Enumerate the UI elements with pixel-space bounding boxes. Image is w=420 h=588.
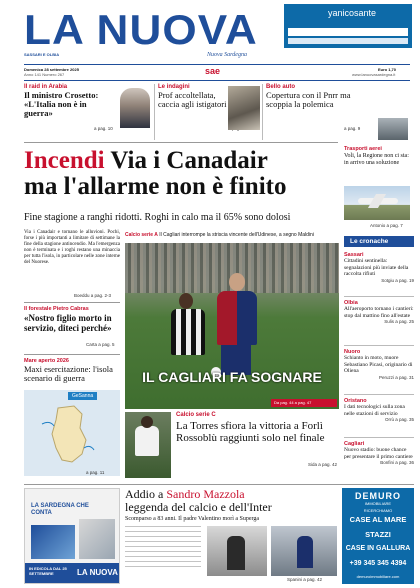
mazzola-photo-2 <box>271 526 337 576</box>
ad-footer <box>25 563 119 583</box>
cagliari-player <box>217 291 257 345</box>
cronache-text: Schianto in moto, muore Sebastiano Picasi, originario di Oliena <box>344 355 413 374</box>
ad-kicker: LA SARDEGNA CHE CONTA <box>31 503 89 516</box>
forestale-story[interactable] <box>24 306 120 350</box>
cronache-city: Olbia <box>344 300 358 306</box>
demuro-line-2: STAZZI <box>365 530 391 539</box>
cronache-item-sassari[interactable] <box>344 252 414 297</box>
cronache-item-olbia[interactable] <box>344 300 414 346</box>
demuro-ad[interactable] <box>342 488 414 584</box>
masthead-title: LA NUOVA <box>24 6 258 53</box>
promo-strip-2 <box>288 38 408 44</box>
serie-c-kicker: Calcio serie C <box>176 412 216 418</box>
mare-aperto-title: Maxi esercitazione: l'isola scenario di guerra <box>24 364 113 383</box>
top-story-2-kicker: Le indagini <box>158 84 190 90</box>
cronache-list <box>344 252 414 483</box>
demuro-web: demuroimmobiliare.com <box>356 574 400 579</box>
lead-title-red: Incendi <box>24 147 105 174</box>
cronache-item-oristano[interactable] <box>344 398 414 438</box>
mazzola-story[interactable] <box>125 488 339 584</box>
forestale-page: Carta a pag. 5 <box>86 342 115 347</box>
sardinia-map-icon <box>38 404 98 466</box>
lead-byline: Boeddu a pag. 2-3 <box>74 293 112 298</box>
forestale-kicker: Il forestale Pietro Cabras <box>24 306 89 312</box>
cronache-text: Cittadini sentinella: segnalazioni più inviate della raccolta rifiuti <box>344 258 409 277</box>
cronache-city: Nuoro <box>344 349 361 355</box>
sport-kicker-line <box>125 232 339 238</box>
map-box <box>24 390 120 476</box>
serie-c-title-2: Rossoblù raggiunti solo nel finale <box>176 432 325 444</box>
ad-sub: IN EDICOLA DAL 25 SETTEMBRE <box>29 566 67 576</box>
top-story-3-title: Copertura con il Pnrr ma scoppia la polemica <box>266 90 351 109</box>
cronache-page: Sulis a pag. 25 <box>384 319 414 324</box>
transport-story[interactable] <box>344 146 414 232</box>
cronache-header[interactable] <box>344 236 414 247</box>
mazzola-title-2: leggenda del calcio e dell'Inter <box>125 500 272 514</box>
sport-kicker-text: Il Cagliari interrompe la striscia vincente dell'Udinese, a segno Maldini <box>159 232 314 238</box>
promo-brand: yanicosante <box>328 8 377 18</box>
cronache-page: Peruzzi a pag. 31 <box>378 374 414 380</box>
top-story-2-title: Prof accoltellata, caccia agli istigatori <box>158 90 227 109</box>
cronache-page: Bonfini a pag. 36 <box>380 460 414 465</box>
ad-magazine-cover <box>31 525 75 559</box>
lead-subhead: Fine stagione a ranghi ridotti. Roghi in calo ma il 65% sono dolosi <box>24 212 291 223</box>
sport-photo[interactable] <box>125 243 339 409</box>
demuro-phone: +39 345 345 4394 <box>349 560 407 567</box>
top-story-1[interactable] <box>24 84 152 142</box>
juve-player <box>171 309 205 355</box>
cronache-city: Sassari <box>344 252 364 258</box>
plane-photo <box>344 186 410 220</box>
sport-caption-box <box>271 399 337 407</box>
mare-aperto-page: a pag. 11 <box>86 470 105 475</box>
top-story-3-page: a pag. 9 <box>344 126 361 131</box>
cronache-city: Cagliari <box>344 441 365 447</box>
mazzola-title-1: Addio a <box>125 487 164 501</box>
mazzola-subhead: Scomparso a 83 anni. Il padre Valentino morì a Superga <box>125 516 260 522</box>
website: www.lanuovasardegna.it <box>352 72 396 77</box>
cronache-page: Orrù a pag. 35 <box>384 417 414 422</box>
lead-body: Via i Canadair e tornano le alluvioni. Pochi, forse i più importanti a limitare di settimane la fine della stagione antincendio. Ma l'emergenza non è terminata e i roghi restano una minaccia per tutta l'isola, in particolare nelle zone interne del Nuorese. <box>24 230 120 265</box>
cronache-text: Nuovo stadio: buone chance per presentare il primo cantiere <box>344 447 413 460</box>
promo-strip <box>288 28 408 36</box>
demuro-search: RICERCHIAMO <box>363 508 393 513</box>
cronache-text: All'aeroporto tornano i cantieri: stop dal mattino fino all'estate <box>344 306 414 319</box>
edition-tag: SASSARI E OLBIA <box>24 52 60 57</box>
cronache-label: Le cronache <box>350 238 389 245</box>
cronache-item-cagliari[interactable] <box>344 441 414 483</box>
cronache-item-nuoro[interactable] <box>344 349 414 395</box>
demuro-brand: DEMURO <box>355 491 401 501</box>
mare-aperto-kicker: Mare aperto 2026 <box>24 358 69 364</box>
juve-player-head <box>179 293 193 309</box>
mazzola-body-lines <box>125 526 201 570</box>
cagliari-player-head <box>229 273 245 291</box>
cronache-text: I dati tecnologici sulla zona nelle stazioni di servizio <box>344 404 405 417</box>
map-tag: GeSanna <box>68 392 97 400</box>
crosetto-photo <box>120 88 150 128</box>
date-line: Domenica 28 settembre 2025 <box>24 67 79 72</box>
mazzola-page: Spanini a pag. 42 <box>287 577 323 582</box>
promo-box[interactable] <box>284 4 412 48</box>
sport-overlay: IL CAGLIARI FA SOGNARE <box>142 369 322 385</box>
sae-logo: sae <box>205 66 221 76</box>
demuro-line-1: CASE AL MARE <box>349 515 407 524</box>
top-story-3-kicker: Bello auto <box>266 84 296 90</box>
sardegna-conta-ad[interactable] <box>24 488 120 584</box>
transport-text: Voli, la Regione non ci sta: in arrivo una soluzione <box>344 153 409 166</box>
sport-caption: Da pag. 44 a pag. 47 <box>274 400 312 405</box>
cronache-page: Sotgiu a pag. 19 <box>381 277 414 283</box>
school-photo <box>228 86 260 130</box>
mazzola-name: Sandro Mazzola <box>166 487 245 501</box>
mare-aperto-story[interactable] <box>24 358 120 480</box>
torres-photo <box>125 412 171 478</box>
serie-c-title-1: La Torres sfiora la vittoria a Forlì <box>176 420 323 432</box>
sport-kicker: Calcio serie A <box>125 232 158 238</box>
ad-magazine-cover-2 <box>79 519 115 559</box>
demuro-line-3: CASE IN GALLURA <box>345 545 411 552</box>
masthead <box>10 4 410 64</box>
lead-title-black-2: ma l'allarme non è finito <box>24 173 287 200</box>
issue-line: Anno 141 Numero 267 <box>24 72 65 77</box>
transport-page: Antonio a pag. 7 <box>370 223 403 228</box>
masthead-subtitle: Nuova Sardegna <box>207 52 247 58</box>
top-story-1-kicker: Il raid in Arabia <box>24 84 68 90</box>
serie-c-page: Sida a pag. 42 <box>308 462 338 467</box>
forestale-title: «Nostro figlio morto in servizio, diteci perché» <box>24 313 112 333</box>
lead-title-black-1: Via i Canadair <box>110 147 268 174</box>
demuro-brand-sub: IMMOBILIARE <box>364 501 392 506</box>
serie-c-story[interactable] <box>176 412 341 478</box>
cronache-city: Oristano <box>344 398 367 404</box>
lead-headline[interactable] <box>24 148 344 200</box>
transport-kicker: Trasporti aerei <box>344 146 382 152</box>
top-story-1-page: a pag. 10 <box>94 126 113 131</box>
ad-brand: LA NUOVA <box>77 568 118 577</box>
top-story-1-title: Il ministro Crosetto: «L'Italia non è in guerra» <box>24 90 99 118</box>
mazzola-photo <box>207 526 267 576</box>
car-photo <box>378 118 408 140</box>
price: Euro 1,70 <box>378 67 397 72</box>
